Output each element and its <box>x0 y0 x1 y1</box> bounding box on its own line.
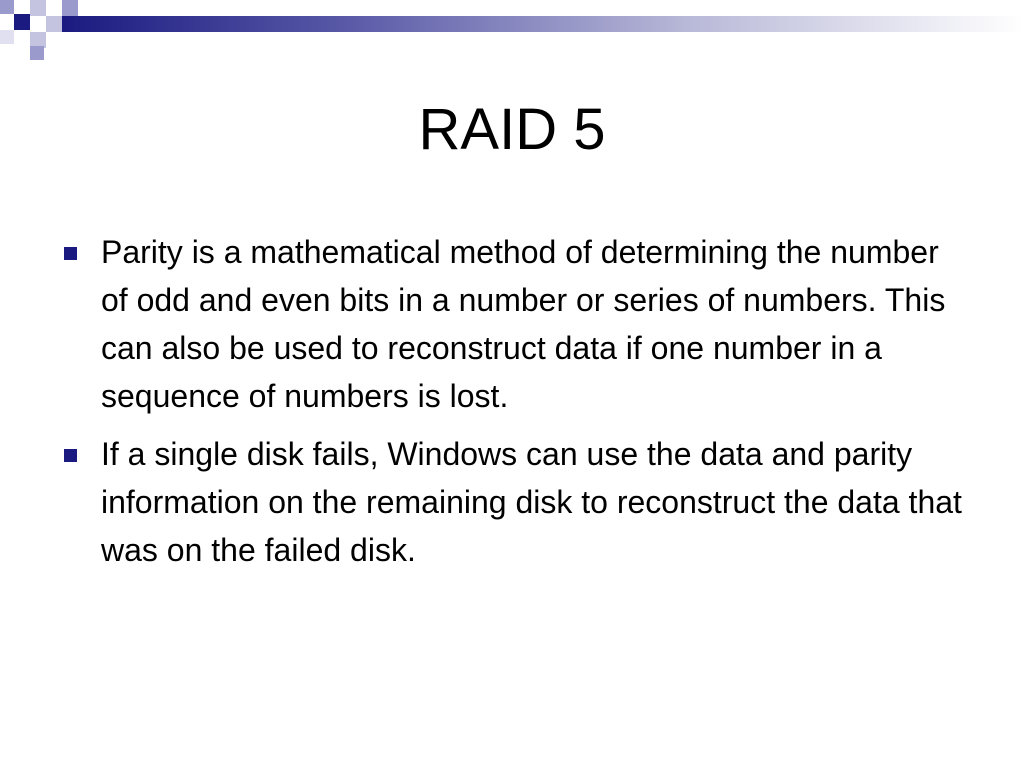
bullet-item <box>64 430 964 574</box>
decorative-square <box>30 0 46 16</box>
decorative-square <box>30 46 44 60</box>
decorative-square <box>0 0 14 14</box>
slide-title: RAID 5 <box>418 97 606 162</box>
square-bullet-icon <box>64 449 77 462</box>
bullet-text: If a single disk fails, Windows can use the data and parity information on the remaining disk to reconstruct the data that was on the failed disk. <box>101 436 962 568</box>
decorative-square <box>62 0 78 16</box>
square-bullet-icon <box>64 247 77 260</box>
decorative-square <box>46 16 62 32</box>
bullet-text: Parity is a mathematical method of determining the number of odd and even bits in a number or series of numbers. This can also be used to reconstruct data if one number in a sequence of numbers is lost. <box>101 234 946 414</box>
decorative-square <box>0 30 14 44</box>
decorative-header-motif <box>0 0 1024 64</box>
bullet-item <box>64 228 964 420</box>
decorative-square <box>14 14 30 30</box>
decorative-gradient-band <box>62 16 1024 32</box>
bullet-list <box>64 228 964 584</box>
